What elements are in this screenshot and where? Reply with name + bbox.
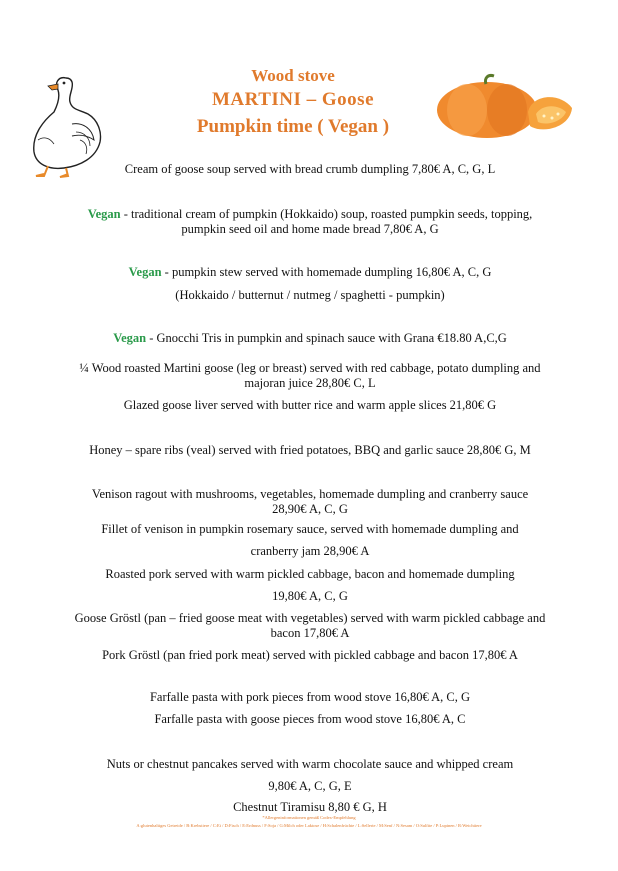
item-pumpkin-stew-text: - pumpkin stew served with homemade dumpling 16,80€ A, C, G xyxy=(161,265,492,279)
item-spare-ribs: Honey – spare ribs (veal) served with fried potatoes, BBQ and garlic sauce 28,80€ G, M xyxy=(89,443,531,457)
item-pumpkin-stew-line2: (Hokkaido / butternut / nutmeg / spaghetti - pumpkin) xyxy=(175,288,445,302)
allergen-heading: *Allergeninformationen gemäß Codex-Empfehlung xyxy=(262,815,356,820)
item-venison-fillet: Fillet of venison in pumpkin rosemary sauce, served with homemade dumpling and xyxy=(101,522,519,536)
item-pork-groestl: Pork Gröstl (pan fried pork meat) served with pickled cabbage and bacon 17,80€ A xyxy=(102,648,518,662)
item-farfalle-pork: Farfalle pasta with pork pieces from wood stove 16,80€ A, C, G xyxy=(149,690,471,704)
title-pumpkin-time: Pumpkin time ( Vegan ) xyxy=(196,116,390,137)
vegan-label: Vegan xyxy=(128,265,162,279)
vegan-label: Vegan xyxy=(87,207,121,221)
item-pancakes: Nuts or chestnut pancakes served with warm chocolate sauce and whipped cream xyxy=(106,757,514,771)
item-gnocchi xyxy=(40,331,580,346)
item-pumpkin-soup-text: - traditional cream of pumpkin (Hokkaido) soup, roasted pumpkin seeds, topping, xyxy=(120,207,533,221)
item-venison-ragout-line2: 28,90€ A, C, G xyxy=(272,502,348,516)
item-goose-liver: Glazed goose liver served with butter rice and warm apple slices 21,80€ G xyxy=(123,398,497,412)
title-wood-stove: Wood stove xyxy=(251,66,335,85)
item-goose-line2: majoran juice 28,80€ C, L xyxy=(244,376,376,390)
item-venison-fillet-line2: cranberry jam 28,90€ A xyxy=(250,544,370,558)
item-pumpkin-stew xyxy=(40,265,580,280)
item-pumpkin-soup xyxy=(40,207,580,222)
item-goose-soup: Cream of goose soup served with bread crumb dumpling 7,80€ A, C, G, L xyxy=(124,162,496,176)
vegan-label: Vegan xyxy=(113,331,147,345)
item-venison-ragout: Venison ragout with mushrooms, vegetables, homemade dumpling and cranberry sauce xyxy=(91,487,529,501)
pumpkin-illustration-icon xyxy=(432,72,577,142)
item-tiramisu: Chestnut Tiramisu 8,80 € G, H xyxy=(233,800,387,814)
allergen-list: A:glutenhaltiges Getreide / B:Krebstiere / C:Ei / D:Fisch / E:Erdnuss / F:Soja / G:Milch oder Laktose / H:Schalenfrüchte / L:Sellerie / M:Senf / N:Sesam / O:Sulfite / P:Lupinen / R:Weichtiere xyxy=(136,823,482,828)
item-farfalle-goose: Farfalle pasta with goose pieces from wood stove 16,80€ A, C xyxy=(154,712,466,726)
item-pancakes-line2: 9,80€ A, C, G, E xyxy=(268,779,352,793)
item-goose: ¼ Wood roasted Martini goose (leg or breast) served with red cabbage, potato dumpling and xyxy=(79,361,541,375)
item-goose-groestl-line2: bacon 17,80€ A xyxy=(270,626,350,640)
item-gnocchi-text: - Gnocchi Tris in pumpkin and spinach sauce with Grana €18.80 A,C,G xyxy=(146,331,507,345)
item-goose-groestl: Goose Gröstl (pan – fried goose meat with vegetables) served with warm pickled cabbage and xyxy=(74,611,546,625)
item-pumpkin-soup-line2: pumpkin seed oil and home made bread 7,80€ A, G xyxy=(181,222,439,236)
title-martini-goose: MARTINI – Goose xyxy=(212,89,374,110)
item-roasted-pork-line2: 19,80€ A, C, G xyxy=(272,589,348,603)
item-roasted-pork: Roasted pork served with warm pickled cabbage, bacon and homemade dumpling xyxy=(105,567,515,581)
